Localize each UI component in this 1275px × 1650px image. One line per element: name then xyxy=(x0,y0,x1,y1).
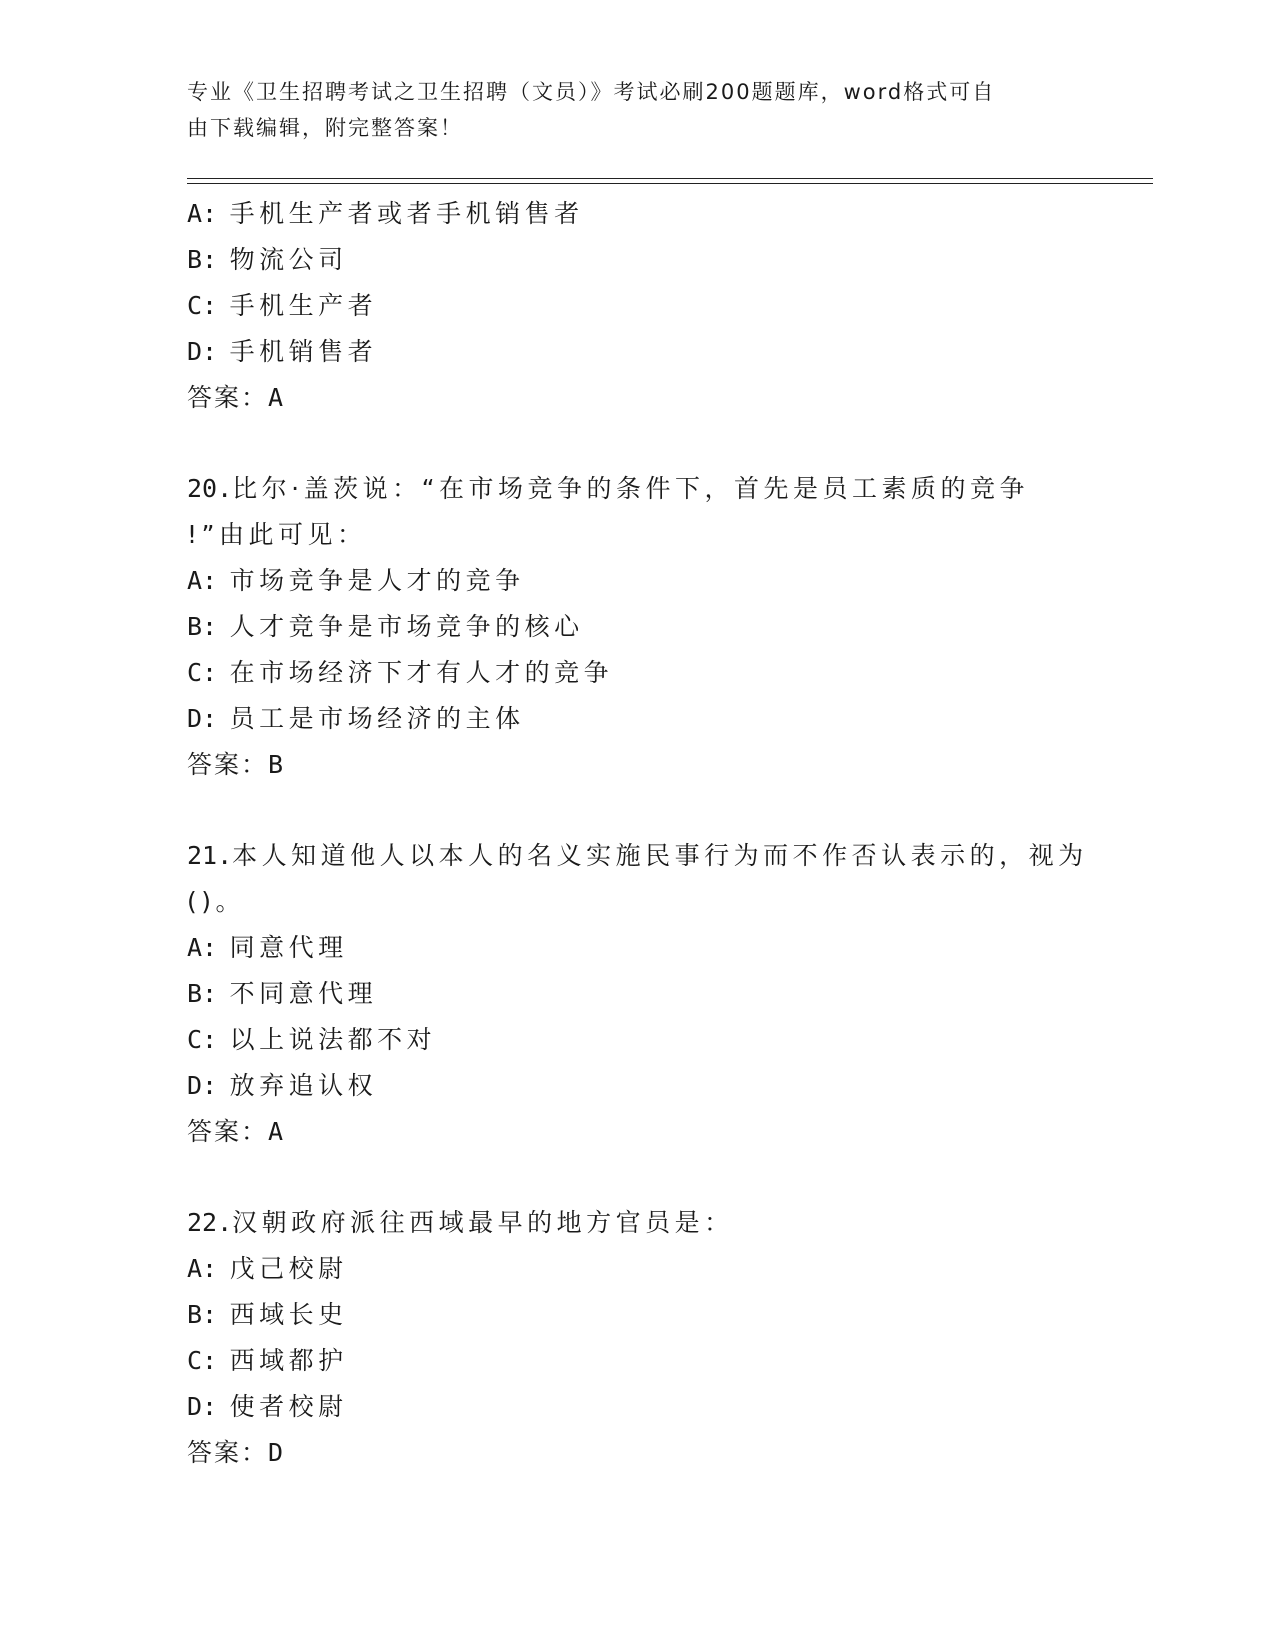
option-c: C: 手机生产者 xyxy=(187,291,378,320)
option-c: C: 在市场经济下才有人才的竞争 xyxy=(187,658,614,687)
header-rule-bottom xyxy=(187,183,1153,184)
question-20 xyxy=(187,466,1087,788)
option-a: A: 戊己校尉 xyxy=(187,1254,348,1283)
option-d: D: 放弃追认权 xyxy=(187,1071,378,1100)
question-list xyxy=(187,191,1087,1476)
option-d: D: 使者校尉 xyxy=(187,1392,348,1421)
question-22 xyxy=(187,1200,1087,1476)
question-stem: 22.汉朝政府派往西域最早的地方官员是： xyxy=(187,1208,734,1237)
option-c: C: 以上说法都不对 xyxy=(187,1025,437,1054)
answer-line: 答案：D xyxy=(187,1438,284,1467)
answer-line: 答案：A xyxy=(187,1117,284,1146)
option-d: D: 员工是市场经济的主体 xyxy=(187,704,525,733)
option-c: C: 西域都护 xyxy=(187,1346,348,1375)
option-b: B: 西域长史 xyxy=(187,1300,348,1329)
question-stem-continued: !”由此可见： xyxy=(187,520,367,549)
option-d: D: 手机销售者 xyxy=(187,337,378,366)
option-a: A: 手机生产者或者手机销售者 xyxy=(187,199,584,228)
option-b: B: 物流公司 xyxy=(187,245,348,274)
question-stem: 20.比尔·盖茨说：“在市场竞争的条件下，首先是员工素质的竞争 xyxy=(187,474,1030,503)
answer-line: 答案：A xyxy=(187,383,284,412)
header-line-1: 专业《卫生招聘考试之卫生招聘（文员）》考试必刷200题题库，word格式可自 xyxy=(187,80,996,104)
question-stem-continued: ()。 xyxy=(187,887,246,916)
answer-line: 答案：B xyxy=(187,750,284,779)
question-stem: 21.本人知道他人以本人的名义实施民事行为而不作否认表示的，视为 xyxy=(187,841,1088,870)
option-a: A: 同意代理 xyxy=(187,933,348,962)
option-a: A: 市场竞争是人才的竞争 xyxy=(187,566,525,595)
header-line-2: 由下载编辑，附完整答案！ xyxy=(187,116,463,140)
question-21 xyxy=(187,833,1087,1155)
option-b: B: 不同意代理 xyxy=(187,979,378,1008)
question-19 xyxy=(187,191,1087,421)
header-rule-top xyxy=(187,178,1153,179)
page-header xyxy=(187,74,1067,146)
option-b: B: 人才竞争是市场竞争的核心 xyxy=(187,612,584,641)
